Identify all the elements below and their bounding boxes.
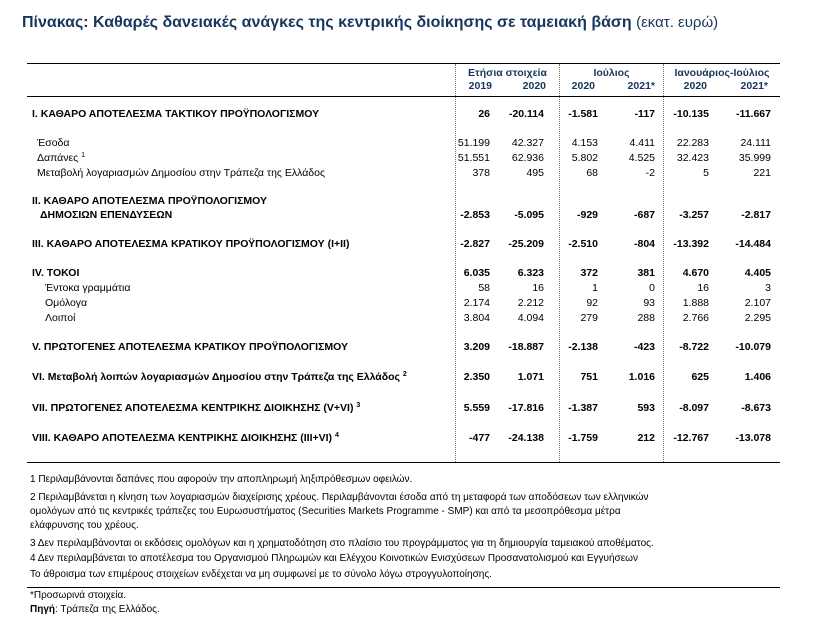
value-cell: 0 bbox=[649, 282, 655, 294]
value-cell: 2.295 bbox=[744, 312, 771, 324]
value-cell: 221 bbox=[753, 167, 771, 179]
value-cell: -117 bbox=[634, 108, 655, 120]
value-cell: 751 bbox=[580, 371, 598, 383]
value-cell: 378 bbox=[472, 167, 490, 179]
value-cell: 51.551 bbox=[457, 152, 490, 164]
value-cell: -3.257 bbox=[679, 209, 709, 221]
value-cell: 372 bbox=[580, 267, 598, 279]
value-cell: 93 bbox=[643, 297, 655, 309]
value-cell: 32.423 bbox=[676, 152, 709, 164]
value-cell: -8.722 bbox=[679, 341, 709, 353]
value-cell: -1.759 bbox=[568, 432, 598, 444]
value-cell: 2.212 bbox=[517, 297, 544, 309]
row-label-ii-cont: ΔΗΜΟΣΙΩΝ ΕΠΕΝΔΥΣΕΩΝ bbox=[40, 209, 173, 221]
row-label-vi: VI. Μεταβολή λοιπών λογαριασμών Δημοσίου στην Τράπεζα της Ελλάδος $^2$ bbox=[32, 371, 407, 383]
value-cell: -929 bbox=[576, 209, 598, 221]
value-cell: 6.323 bbox=[517, 267, 544, 279]
value-cell: 2.350 bbox=[463, 371, 490, 383]
value-cell: -2.817 bbox=[741, 209, 771, 221]
value-cell: 2.766 bbox=[682, 312, 709, 324]
value-cell: 62.936 bbox=[511, 152, 544, 164]
footnote-2-cont: ελάφρυνσης του χρέους. bbox=[30, 520, 139, 531]
value-cell: 5.559 bbox=[463, 402, 490, 414]
footnote-ref: 1 bbox=[81, 152, 86, 159]
header-year: 2021* bbox=[740, 80, 768, 92]
value-cell: -804 bbox=[633, 238, 655, 250]
value-cell: -24.138 bbox=[508, 432, 544, 444]
value-cell: -1.387 bbox=[568, 402, 598, 414]
value-cell: -2.510 bbox=[568, 238, 598, 250]
value-cell: -8.673 bbox=[741, 402, 771, 414]
value-cell: 3.209 bbox=[463, 341, 490, 353]
header-year: 2020 bbox=[571, 80, 595, 92]
value-cell: 4.405 bbox=[744, 267, 771, 279]
row-label-vii: VII. ΠΡΩΤΟΓΕΝΕΣ ΑΠΟΤΕΛΕΣΜΑ ΚΕΝΤΡΙΚΗΣ ΔΙΟΙΚΗΣΗΣ (V+VI) $^3$ bbox=[32, 402, 361, 414]
rounding-note: Το άθροισμα των επιμέρους στοιχείων ενδέχεται να μη συμφωνεί με το σύνολο λόγω στρογγυλοποίησης. bbox=[30, 569, 492, 580]
top-rule bbox=[27, 63, 780, 64]
value-cell: 279 bbox=[580, 312, 598, 324]
source-note bbox=[30, 603, 770, 616]
value-cell: 1 bbox=[592, 282, 598, 294]
row-label-other: Λοιποί bbox=[45, 312, 76, 324]
value-cell: -2.138 bbox=[568, 341, 598, 353]
value-cell: 16 bbox=[532, 282, 544, 294]
source-label: Πηγή bbox=[30, 604, 55, 615]
value-cell: -2.853 bbox=[460, 209, 490, 221]
value-cell: 288 bbox=[637, 312, 655, 324]
value-cell: -12.767 bbox=[673, 432, 709, 444]
value-cell: 1.406 bbox=[744, 371, 771, 383]
value-cell: 51.199 bbox=[457, 137, 490, 149]
value-cell: -11.667 bbox=[735, 108, 771, 120]
value-cell: 58 bbox=[478, 282, 490, 294]
row-label-account-change: Μεταβολή λογαριασμών Δημοσίου στην Τράπεζα της Ελλάδος bbox=[37, 167, 326, 179]
footnote-ref: 3 bbox=[356, 402, 361, 409]
value-cell: -13.392 bbox=[673, 238, 709, 250]
value-cell: -423 bbox=[633, 341, 655, 353]
value-cell: 593 bbox=[637, 402, 655, 414]
row-label-bonds: Ομόλογα bbox=[45, 297, 88, 309]
value-cell: 16 bbox=[697, 282, 709, 294]
value-cell: 6.035 bbox=[463, 267, 490, 279]
value-cell: -18.887 bbox=[508, 341, 544, 353]
value-cell: -14.484 bbox=[735, 238, 771, 250]
footnote-3: 3 Δεν περιλαμβάνονται οι εκδόσεις ομολόγων και η χρηματοδότηση στο πλαίσιο του προγράμματος για τη δημιουργία ταμειακού αποθέματος. bbox=[30, 538, 654, 549]
value-cell: 4.525 bbox=[628, 152, 655, 164]
value-cell: 2.174 bbox=[463, 297, 490, 309]
value-cell: 22.283 bbox=[676, 137, 709, 149]
value-cell: 4.411 bbox=[629, 137, 655, 149]
header-group-july: Ιούλιος bbox=[593, 67, 630, 79]
value-cell: 35.999 bbox=[738, 152, 771, 164]
value-cell: 1.016 bbox=[628, 371, 655, 383]
value-cell: 212 bbox=[637, 432, 655, 444]
footnote-1: 1 Περιλαμβάνονται δαπάνες που αφορούν την αποπληρωμή ληξιπρόθεσμων οφειλών. bbox=[30, 474, 413, 485]
value-cell: 3.804 bbox=[463, 312, 490, 324]
value-cell: 625 bbox=[691, 371, 709, 383]
value-cell: 24.111 bbox=[740, 137, 771, 149]
header-group-jan-july: Ιανουάριος-Ιούλιος bbox=[674, 67, 770, 79]
value-cell: -8.097 bbox=[679, 402, 709, 414]
row-label-tbills: Έντοκα γραμμάτια bbox=[45, 282, 131, 294]
table-bottom-rule bbox=[27, 462, 780, 463]
provisional-note: *Προσωρινά στοιχεία. bbox=[30, 590, 127, 601]
row-label-expenditure: Δαπάνες $^1$ bbox=[37, 152, 86, 164]
value-cell: 1.071 bbox=[517, 371, 544, 383]
footnote-ref: 4 bbox=[334, 432, 339, 439]
value-cell: 495 bbox=[526, 167, 544, 179]
value-cell: -10.079 bbox=[735, 341, 771, 353]
value-cell: -17.816 bbox=[508, 402, 544, 414]
value-cell: 1.888 bbox=[682, 297, 709, 309]
value-cell: -25.209 bbox=[508, 238, 544, 250]
value-cell: 4.670 bbox=[682, 267, 709, 279]
value-cell: 4.153 bbox=[571, 137, 598, 149]
row-label-iii: III. ΚΑΘΑΡΟ ΑΠΟΤΕΛΕΣΜΑ ΚΡΑΤΙΚΟΥ ΠΡΟΫΠΟΛΟΓΙΣΜΟΥ (I+II) bbox=[32, 238, 350, 250]
value-cell: -13.078 bbox=[735, 432, 771, 444]
value-cell: -1.581 bbox=[568, 108, 598, 120]
value-cell: 4.094 bbox=[517, 312, 544, 324]
title-main: Πίνακας: Καθαρές δανειακές ανάγκες της κεντρικής διοίκησης σε ταμειακή βάση bbox=[22, 14, 632, 31]
value-cell: 68 bbox=[586, 167, 598, 179]
row-label-v: V. ΠΡΩΤΟΓΕΝΕΣ ΑΠΟΤΕΛΕΣΜΑ ΚΡΑΤΙΚΟΥ ΠΡΟΫΠΟΛΟΓΙΣΜΟΥ bbox=[32, 341, 349, 353]
value-cell: -687 bbox=[633, 209, 655, 221]
header-rule bbox=[27, 96, 780, 97]
row-label-ii: II. ΚΑΘΑΡΟ ΑΠΟΤΕΛΕΣΜΑ ΠΡΟΫΠΟΛΟΓΙΣΜΟΥ bbox=[32, 195, 267, 207]
value-cell: -2.827 bbox=[460, 238, 490, 250]
row-label-revenue: Έσοδα bbox=[37, 137, 70, 149]
value-cell: -20.114 bbox=[508, 108, 544, 120]
header-year: 2021* bbox=[627, 80, 655, 92]
source-text: : Τράπεζα της Ελλάδος. bbox=[55, 604, 160, 615]
value-cell: 2.107 bbox=[744, 297, 771, 309]
value-cell: 381 bbox=[637, 267, 655, 279]
value-cell: -10.135 bbox=[673, 108, 709, 120]
value-cell: 26 bbox=[478, 108, 490, 120]
footnote-4: 4 Δεν περιλαμβάνεται το αποτέλεσμα του Οργανισμού Πληρωμών και Ελέγχου Κοινοτικών Ενισχύσεων Προσανατολισμού και Εγγυήσεων bbox=[30, 553, 638, 564]
footnote-ref: 2 bbox=[402, 371, 407, 378]
row-label-viii: VIII. ΚΑΘΑΡΟ ΑΠΟΤΕΛΕΣΜΑ ΚΕΝΤΡΙΚΗΣ ΔΙΟΙΚΗΣΗΣ (III+VI) $^4$ bbox=[32, 432, 339, 444]
value-cell: 42.327 bbox=[511, 137, 544, 149]
row-label-iv: IV. ΤΟΚΟΙ bbox=[32, 267, 80, 279]
footnote-2: 2 Περιλαμβάνεται η κίνηση των λογαριασμών διαχείρισης χρέους. Περιλαμβάνονται έσοδα από τη μεταφορά των αποδόσεων των ελληνικών bbox=[30, 492, 649, 503]
header-year: 2019 bbox=[468, 80, 492, 92]
header-year: 2020 bbox=[683, 80, 707, 92]
title-unit: (εκατ. ευρώ) bbox=[636, 14, 719, 31]
page-title bbox=[22, 14, 830, 32]
notes-rule bbox=[27, 587, 780, 588]
value-cell: 92 bbox=[586, 297, 598, 309]
value-cell: -2 bbox=[645, 167, 655, 179]
header-year: 2020 bbox=[522, 80, 546, 92]
footnote-2-cont: ομολόγων από τις κεντρικές τράπεζες του Ευρωσυστήματος (Securities Markets Programme - SMP) και από τα μεσοπρόθεσμα μέτρα bbox=[30, 506, 621, 517]
value-cell: 3 bbox=[765, 282, 771, 294]
value-cell: -5.095 bbox=[514, 209, 544, 221]
value-cell: 5.802 bbox=[571, 152, 598, 164]
header-group-annual: Ετήσια στοιχεία bbox=[468, 67, 547, 79]
value-cell: 5 bbox=[703, 167, 709, 179]
row-label-i: I. ΚΑΘΑΡΟ ΑΠΟΤΕΛΕΣΜΑ ΤΑΚΤΙΚΟΥ ΠΡΟΫΠΟΛΟΓΙΣΜΟΥ bbox=[32, 108, 320, 120]
value-cell: -477 bbox=[468, 432, 490, 444]
